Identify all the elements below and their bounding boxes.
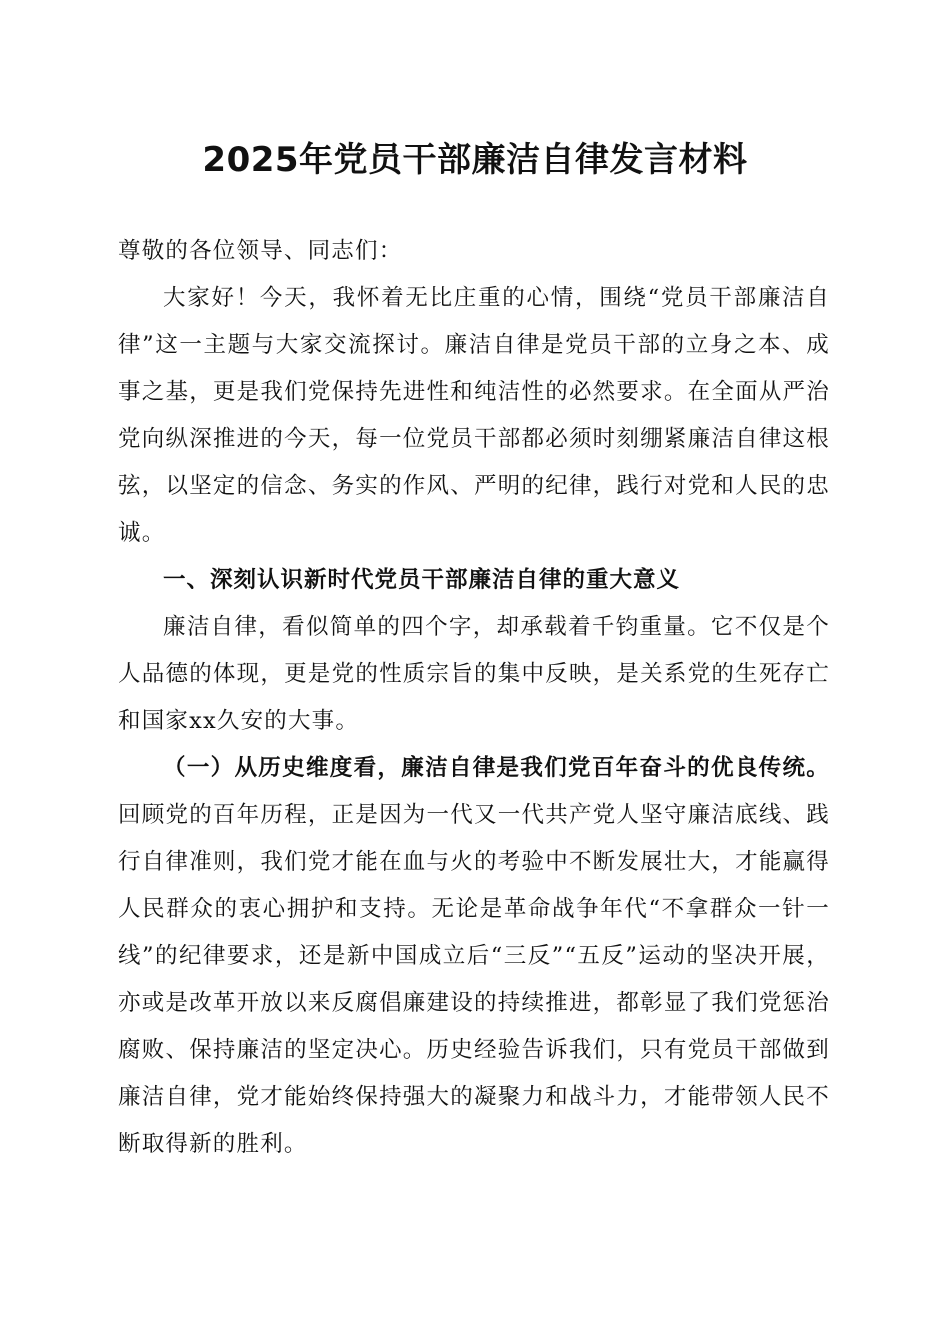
- salutation: 尊敬的各位领导、同志们：: [118, 238, 403, 264]
- paragraph-history: [118, 745, 830, 1168]
- paragraph-opening: 大家好！今天，我怀着无比庄重的心情，围绕“党员干部廉洁自律”这一主题与大家交流探讨。廉洁自律是党员干部的立身之本、成事之基，更是我们党保持先进性和纯洁性的必然要求。在全面从严治党向纵深推进的今天，每一位党员干部都必须时刻绷紧廉洁自律这根弦，以坚定的信念、务实的作风、严明的纪律，践行对党和人民的忠诚。: [118, 285, 830, 546]
- section-heading-1: 一、深刻认识新时代党员干部廉洁自律的重大意义: [163, 567, 681, 593]
- document-title: 2025年党员干部廉洁自律发言材料: [202, 140, 748, 180]
- subheading-history: （一）从历史维度看，廉洁自律是我们党百年奋斗的优良传统。: [163, 755, 830, 781]
- paragraph-history-text: 回顾党的百年历程，正是因为一代又一代共产党人坚守廉洁底线、践行自律准则，我们党才能在血与火的考验中不断发展壮大，才能赢得人民群众的衷心拥护和支持。无论是革命战争年代“不拿群众一针一线”的纪律要求，还是新中国成立后“三反”“五反”运动的坚决开展，亦或是改革开放以来反腐倡廉建设的持续推进，都彰显了我们党惩治腐败、保持廉洁的坚定决心。历史经验告诉我们，只有党员干部做到廉洁自律，党才能始终保持强大的凝聚力和战斗力，才能带领人民不断取得新的胜利。: [118, 802, 830, 1157]
- paragraph-significance: 廉洁自律，看似简单的四个字，却承载着千钧重量。它不仅是个人品德的体现，更是党的性质宗旨的集中反映，是关系党的生死存亡和国家xx久安的大事。: [118, 614, 830, 734]
- document-body: [118, 228, 830, 1168]
